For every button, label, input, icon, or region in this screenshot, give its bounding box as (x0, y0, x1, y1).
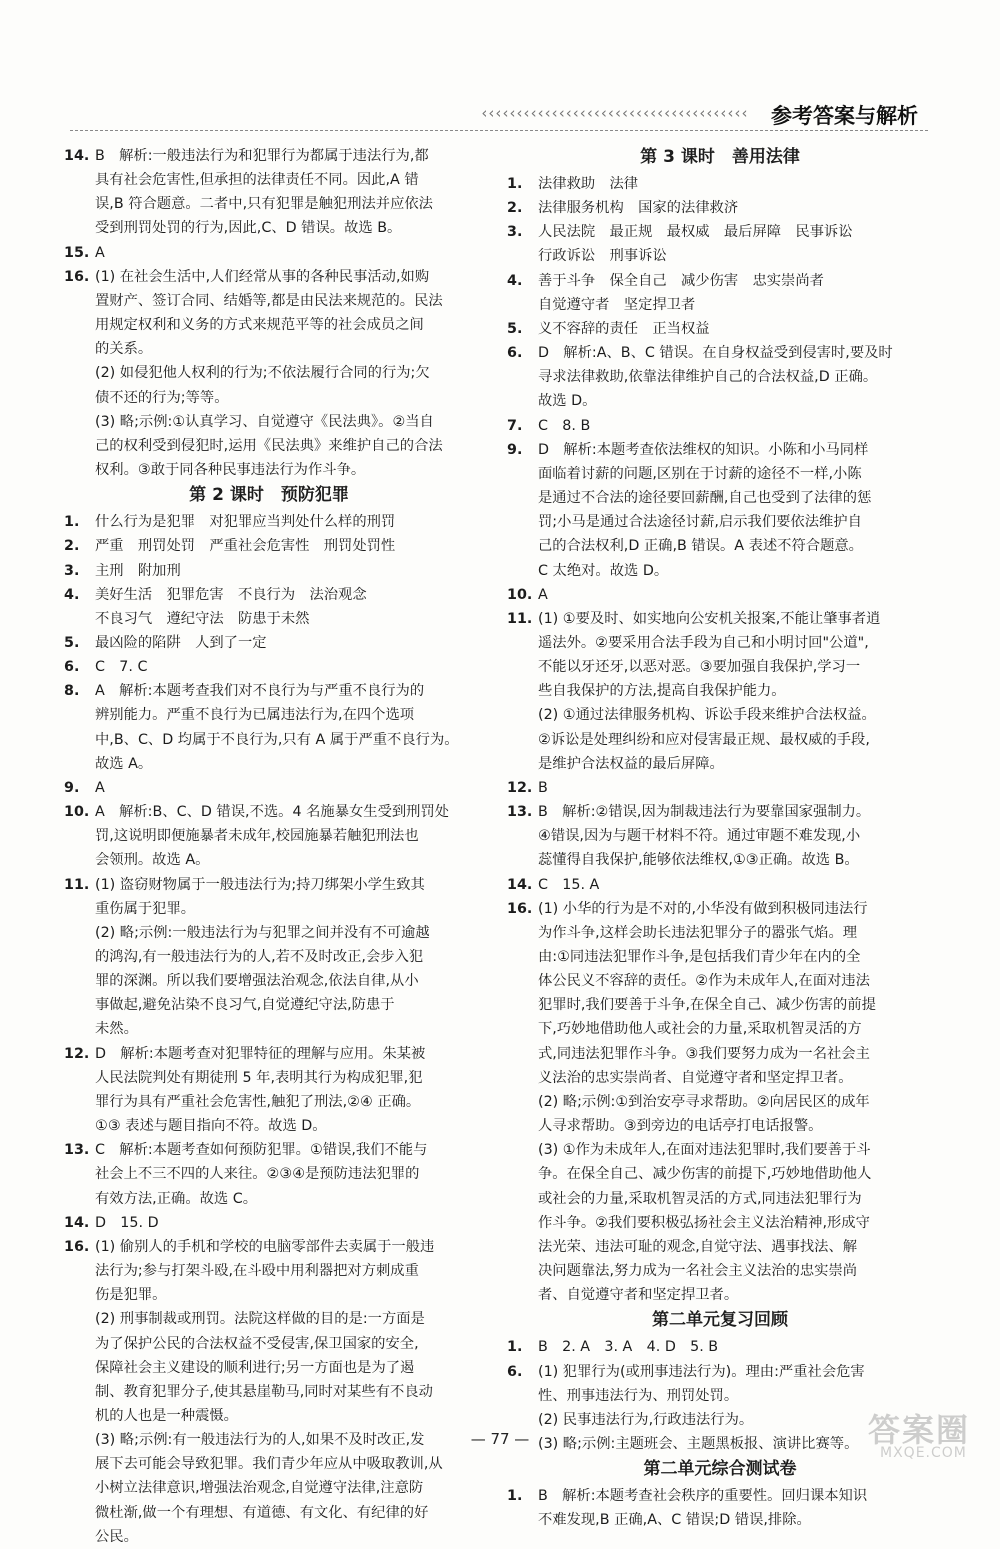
answer-line: C 7. C (95, 659, 148, 676)
answer-line: D 解析:本题考查依法维权的知识。小陈和小马同样 (538, 441, 869, 458)
answer-line: (2) 略;示例:①到治安亭寻求帮助。②向居民区的成年 (538, 1093, 870, 1110)
answer-line: 保障社会主义建设的顺利进行;另一方面也是为了遏 (95, 1359, 415, 1376)
section-heading: 第二单元综合测试卷 (643, 1459, 797, 1480)
answer-line: 的关系。 (95, 341, 153, 358)
answer-item (64, 631, 474, 655)
answer-line: 义不容辞的责任 正当权益 (538, 320, 710, 337)
section-heading: 第 2 课时 预防犯罪 (189, 485, 349, 506)
answer-text (538, 776, 933, 800)
answer-line: 的鸿沟,有一般违法行为的人,若不及时改正,会步入犯 (95, 949, 424, 965)
answer-line: 具有社会危害性,但承担的法律责任不同。因此,A 错 (95, 172, 419, 189)
question-number: 12. (64, 1045, 90, 1062)
answer-line: 会领刑。故选 A。 (95, 852, 210, 869)
question-number: 10. (507, 586, 533, 603)
answer-line: 些自我保护的方法,提高自我保护能力。 (538, 683, 786, 700)
answer-line: 己的权利受到侵犯时,运用《民法典》来维护自己的合法 (95, 437, 443, 454)
watermark-url: MXQE.COM (880, 1445, 967, 1461)
answer-item (64, 1235, 474, 1549)
answer-text (95, 776, 474, 800)
answer-line: 罪的深渊。所以我们要增强法治观念,依法自律,从小 (95, 973, 419, 990)
answer-text (95, 1235, 474, 1549)
answer-text (538, 607, 933, 776)
answer-item (64, 583, 474, 631)
answer-line: (1) 在社会生活中,人们经常从事的各种民事活动,如购 (95, 268, 430, 285)
answer-line: (2) 略;示例:一般违法行为与犯罪之间并没有不可逾越 (95, 924, 430, 941)
answer-line: C 8. B (538, 417, 591, 434)
answer-item (507, 897, 933, 1308)
answer-line: 社会上不三不四的人来往。②③④是预防违法犯罪的 (95, 1166, 420, 1183)
answer-text (538, 873, 933, 897)
answer-line: 公民。 (95, 1528, 138, 1545)
section-heading: 第 3 课时 善用法律 (640, 147, 800, 167)
left-column (64, 144, 474, 1549)
answer-line: 展下去可能会导致犯罪。我们青少年应从中吸取教训,从 (95, 1456, 443, 1473)
question-number: 6. (64, 659, 80, 676)
answer-text (95, 534, 474, 558)
answer-line: B 解析:一般违法行为和犯罪行为都属于违法行为,都 (95, 148, 429, 164)
answer-line: 伤是犯罪。 (95, 1287, 167, 1304)
answer-line: 小树立法律意识,增强法治观念,自觉遵守法律,注意防 (95, 1480, 424, 1497)
answer-item (507, 607, 933, 776)
question-number: 11. (507, 610, 533, 627)
answer-line: 蕊懂得自我保护,能够依法维权,①③正确。故选 B。 (538, 852, 859, 869)
answer-line: (2) 如侵犯他人权利的行为;不依法履行合同的行为;欠 (95, 365, 430, 382)
answer-line: 故选 A。 (95, 755, 153, 772)
answer-line: 不良习气 遵纪守法 防患于未然 (95, 610, 310, 627)
answer-text (538, 583, 933, 607)
answer-line: 为了保护公民的合法权益不受侵害,保卫国家的安全, (95, 1335, 419, 1352)
answer-text (538, 269, 933, 317)
answer-line: 权利。③敢于同各种民事违法行为作斗争。 (95, 462, 366, 479)
answer-item (64, 1138, 474, 1210)
answer-line: B 2. A 3. A 4. D 5. B (538, 1339, 719, 1356)
answer-line: (3) 略;示例:有一般违法行为的人,如果不及时改正,发 (95, 1432, 425, 1449)
answer-line: 机的人也是一种震慑。 (95, 1407, 238, 1424)
answer-item (64, 241, 474, 265)
answer-line: 什么行为是犯罪 对犯罪应当判处什么样的刑罚 (95, 514, 396, 531)
answer-line: 争。在保全自己、减少伤害的前提下,巧妙地借助他人 (538, 1166, 872, 1183)
answer-line: 未然。 (95, 1021, 138, 1038)
answer-item (64, 800, 474, 872)
answer-text (538, 196, 933, 220)
answer-line: 是维护合法权益的最后屏障。 (538, 755, 724, 772)
answer-text (95, 679, 474, 776)
page-number: — 77 — (470, 1430, 530, 1448)
answer-line: (1) 偷别人的手机和学校的电脑零部件去卖属于一般违 (95, 1238, 435, 1255)
answer-item (64, 265, 474, 482)
question-number: 11. (64, 876, 90, 893)
answer-line: 人民法院判处有期徒刑 5 年,表明其行为构成犯罪,犯 (95, 1069, 423, 1086)
answer-text (538, 341, 933, 413)
answer-item (64, 534, 474, 558)
question-number: 9. (64, 779, 80, 796)
question-number: 6. (507, 345, 523, 362)
answer-item (64, 655, 474, 679)
answer-line: ①③ 表述与题目指向不符。故选 D。 (95, 1118, 327, 1135)
answer-line: 严重 刑罚处罚 严重社会危害性 刑罚处罚性 (95, 538, 396, 555)
question-number: 16. (64, 1238, 90, 1255)
question-number: 1. (507, 176, 523, 192)
answer-item (64, 144, 474, 241)
answer-line: 债不还的行为;等等。 (95, 389, 229, 406)
answer-line: 人民法院 最正规 最权威 最后屏障 民事诉讼 (538, 224, 853, 241)
answer-line: 不难发现,B 正确,A、C 错误;D 错误,排除。 (538, 1512, 811, 1529)
question-number: 12. (507, 779, 533, 796)
answer-text (538, 897, 933, 1308)
answer-item (507, 317, 933, 341)
answer-line: 决问题靠法,努力成为一名社会主义法治的忠实崇尚 (538, 1263, 858, 1280)
answer-line: 罚;小马是通过合法途径讨薪,启示我们要依法维护自 (538, 514, 862, 531)
question-number: 16. (507, 900, 533, 917)
answer-text (538, 172, 933, 196)
answer-item (507, 776, 933, 800)
header-divider (70, 130, 928, 131)
question-number: 7. (507, 417, 523, 434)
question-number: 3. (507, 224, 523, 241)
answer-line: B 解析:本题考查社会秩序的重要性。回归课本知识 (538, 1488, 868, 1505)
answer-line: 法行为;参与打架斗殴,在斗殴中用利器把对方刺成重 (95, 1263, 419, 1280)
answer-line: D 解析:A、B、C 错误。在自身权益受到侵害时,要及时 (538, 345, 893, 362)
answer-line: 微杜渐,做一个有理想、有道德、有文化、有纪律的好 (95, 1504, 429, 1521)
answer-line: 下,巧妙地借助他人或社会的力量,采取机智灵活的方 (538, 1021, 862, 1038)
answer-line: 辨别能力。严重不良行为已属违法行为,在四个选项 (95, 707, 415, 724)
answer-line: 面临着讨薪的问题,区别在于讨薪的途径不一样,小陈 (538, 465, 862, 482)
answer-line: 人寻求帮助。③到旁边的电话亭打电话报警。 (538, 1118, 823, 1135)
answer-item (507, 269, 933, 317)
answer-line: 义法治的忠实崇尚者、自觉遵守者和坚定捍卫者。 (538, 1069, 853, 1086)
answer-item (507, 196, 933, 220)
question-number: 2. (64, 538, 80, 555)
answer-line: (1) 小华的行为是不对的,小华没有做到积极同违法行 (538, 900, 868, 917)
answer-line: 故选 D。 (538, 393, 597, 410)
question-number: 15. (64, 244, 90, 261)
answer-line: 遥法外。②要采用合法手段为自己和小明讨回"公道", (538, 634, 869, 651)
answer-line: 己的合法权利,D 正确,B 错误。A 表述不符合题意。 (538, 538, 863, 555)
answer-line: 罚,这说明即便施暴者未成年,校园施暴若触犯刑法也 (95, 828, 419, 845)
answer-line: 者、自觉遵守者和坚定捍卫者。 (538, 1287, 739, 1304)
answer-text (95, 800, 474, 872)
question-number: 6. (507, 1363, 523, 1380)
answer-text (95, 583, 474, 631)
question-number: 1. (507, 1339, 523, 1356)
answer-line: (3) 略;示例:①认真学习、自觉遵守《民法典》。②当自 (95, 413, 434, 430)
answer-line: D 15. D (95, 1214, 159, 1231)
question-number: 13. (64, 1142, 90, 1159)
answer-item (507, 172, 933, 196)
question-number: 1. (64, 514, 80, 531)
watermark-text: 答案圈 (868, 1411, 971, 1449)
answer-line: 有效方法,正确。故选 C。 (95, 1190, 258, 1207)
answer-line: 作斗争。②我们要积极弘扬社会主义法治精神,形成守 (538, 1214, 870, 1231)
answer-line: 善于斗争 保全自己 减少伤害 忠实崇尚者 (538, 272, 824, 289)
answer-item (507, 414, 933, 438)
question-number: 3. (64, 562, 80, 579)
answer-line: 犯罪时,我们要善于斗争,在保全自己、减少伤害的前提 (538, 997, 876, 1014)
question-number: 13. (507, 804, 533, 821)
answer-item (507, 583, 933, 607)
right-column (507, 144, 933, 1532)
question-number: 14. (64, 148, 90, 164)
answer-text (95, 559, 474, 583)
answer-line: 用规定权利和义务的方式来规范平等的社会成员之间 (95, 317, 424, 334)
answer-line: 为作斗争,这样会助长违法犯罪分子的嚣张气焰。理 (538, 924, 858, 941)
answer-line: A (538, 586, 548, 603)
answer-line: ②诉讼是处理纠纷和应对侵害最正规、最权威的手段, (538, 731, 870, 748)
answer-line: 美好生活 犯罪危害 不良行为 法治观念 (95, 586, 367, 603)
answer-text (95, 1042, 474, 1139)
answer-line: ④错误,因为与题干材料不符。通过审题不难发现,小 (538, 828, 861, 845)
answer-line: 受到刑罚处罚的行为,因此,C、D 错误。故选 B。 (95, 220, 402, 237)
answer-line: 误,B 符合题意。二者中,只有犯罪是触犯刑法并应依法 (95, 196, 433, 213)
answer-line: (3) ①作为未成年人,在面对违法犯罪时,我们要善于斗 (538, 1142, 871, 1159)
answer-text (95, 631, 474, 655)
answer-line: C 15. A (538, 876, 600, 893)
answer-item (507, 800, 933, 872)
question-number: 8. (64, 683, 80, 700)
answer-text (538, 1335, 933, 1359)
answer-line: 自觉遵守者 坚定捍卫者 (538, 296, 696, 313)
answer-item (64, 1042, 474, 1139)
answer-line: A 解析:本题考查我们对不良行为与严重不良行为的 (95, 683, 425, 700)
answer-line: 最凶险的陷阱 人到了一定 (95, 634, 267, 651)
answer-line: 或社会的力量,采取机智灵活的方式,同违法犯罪行为 (538, 1190, 862, 1207)
answer-line: 行政诉讼 刑事诉讼 (538, 248, 667, 265)
answer-line: C 解析:本题考查如何预防犯罪。①错误,我们不能与 (95, 1142, 428, 1159)
answer-line: 式,同违法犯罪作斗争。③我们要努力成为一名社会主 (538, 1045, 870, 1062)
answer-text (95, 241, 474, 265)
answer-line: 体公民义不容辞的责任。②作为未成年人,在面对违法 (538, 973, 870, 990)
answer-item (64, 679, 474, 776)
answer-text (95, 655, 474, 679)
question-number: 5. (507, 320, 523, 337)
answer-line: (1) 犯罪行为(或刑事违法行为)。理由:严重社会危害 (538, 1363, 865, 1380)
question-number: 1. (507, 1488, 523, 1505)
answer-line: A 解析:B、C、D 错误,不选。4 名施暴女生受到刑罚处 (95, 804, 450, 821)
question-number: 2. (507, 200, 523, 217)
answer-line: (2) 民事违法行为,行政违法行为。 (538, 1411, 754, 1428)
answer-line: 事做起,避免沾染不良习气,自觉遵纪守法,防患于 (95, 997, 395, 1014)
answer-item (507, 341, 933, 413)
watermark-logo (850, 1405, 980, 1465)
answer-line: (2) ①通过法律服务机构、诉讼手段来维护合法权益。 (538, 707, 876, 724)
answer-item (507, 438, 933, 583)
question-number: 14. (64, 1214, 90, 1231)
answer-line: (1) 盗窃财物属于一般违法行为;持刀绑架小学生致其 (95, 876, 425, 893)
answer-line: 主刑 附加刑 (95, 562, 181, 579)
question-number: 4. (64, 586, 80, 603)
answer-item (507, 873, 933, 897)
header-title: 参考答案与解析 (771, 104, 918, 128)
answer-line: 重伤属于犯罪。 (95, 900, 196, 917)
answer-text (95, 144, 474, 241)
answer-item (64, 776, 474, 800)
answer-item (64, 1211, 474, 1235)
answer-line: B (538, 779, 548, 796)
answer-line: 法律服务机构 国家的法律救济 (538, 200, 739, 217)
answer-item (64, 559, 474, 583)
answer-item (64, 873, 474, 1042)
answer-text (95, 265, 474, 482)
question-number: 9. (507, 441, 523, 458)
answer-item (507, 220, 933, 268)
answer-line: 寻求法律救助,依靠法律维护自己的合法权益,D 正确。 (538, 369, 878, 386)
question-number: 10. (64, 804, 90, 821)
answer-line: 不能以牙还牙,以恶对恶。③要加强自我保护,学习一 (538, 659, 861, 676)
answer-line: 性、刑事违法行为、刑罚处罚。 (538, 1387, 739, 1404)
answer-text (538, 1484, 933, 1532)
answer-text (538, 317, 933, 341)
answer-line: A (95, 779, 105, 796)
answer-line: 法光荣、违法可耻的观念,自觉守法、遇事找法、解 (538, 1238, 858, 1255)
answer-text (538, 220, 933, 268)
answer-text (538, 414, 933, 438)
answer-line: 制、教育犯罪分子,使其悬崖勒马,同时对某些有不良动 (95, 1383, 433, 1400)
answer-line: 是通过不合法的途径要回薪酬,自己也受到了法律的惩 (538, 490, 872, 507)
answer-text (95, 1138, 474, 1210)
question-number: 16. (64, 268, 90, 285)
answer-line: 罪行为具有严重社会危害性,触犯了刑法,②④ 正确。 (95, 1093, 421, 1110)
answer-item (507, 1484, 933, 1532)
answer-line: (3) 略;示例:主题班会、主题黑板报、演讲比赛等。 (538, 1435, 859, 1452)
answer-text (538, 800, 933, 872)
answer-line: 置财产、签订合同、结婚等,都是由民法来规范的。民法 (95, 292, 443, 309)
answer-line: D 解析:本题考查对犯罪特征的理解与应用。朱某被 (95, 1045, 426, 1062)
answer-line: 法律救助 法律 (538, 176, 639, 192)
answer-line: C 太绝对。故选 D。 (538, 562, 669, 579)
answer-line: 由:①同违法犯罪作斗争,是包括我们青少年在内的全 (538, 949, 861, 965)
question-number: 14. (507, 876, 533, 893)
answer-text (95, 1211, 474, 1235)
answer-item (507, 1335, 933, 1359)
section-heading: 第二单元复习回顾 (652, 1310, 788, 1331)
answer-text (95, 873, 474, 1042)
answer-line: 中,B、C、D 均属于不良行为,只有 A 属于严重不良行为。 (95, 731, 459, 748)
answer-text (538, 438, 933, 583)
page-header (70, 96, 928, 136)
answer-line: (2) 刑事制裁或刑罚。法院这样做的目的是:一方面是 (95, 1311, 425, 1328)
question-number: 5. (64, 634, 80, 651)
answer-line: A (95, 244, 105, 261)
decorative-chevrons: ‹‹‹‹‹‹‹‹‹‹‹‹‹‹‹‹‹‹‹‹‹‹‹‹‹‹‹‹‹‹‹‹‹‹‹‹‹‹ (480, 104, 748, 122)
answer-item (64, 510, 474, 534)
answer-line: B 解析:②错误,因为制裁违法行为要靠国家强制力。 (538, 804, 871, 821)
answer-line: (1) ①要及时、如实地向公安机关报案,不能让肇事者逍 (538, 610, 881, 627)
answer-text (95, 510, 474, 534)
question-number: 4. (507, 272, 523, 289)
